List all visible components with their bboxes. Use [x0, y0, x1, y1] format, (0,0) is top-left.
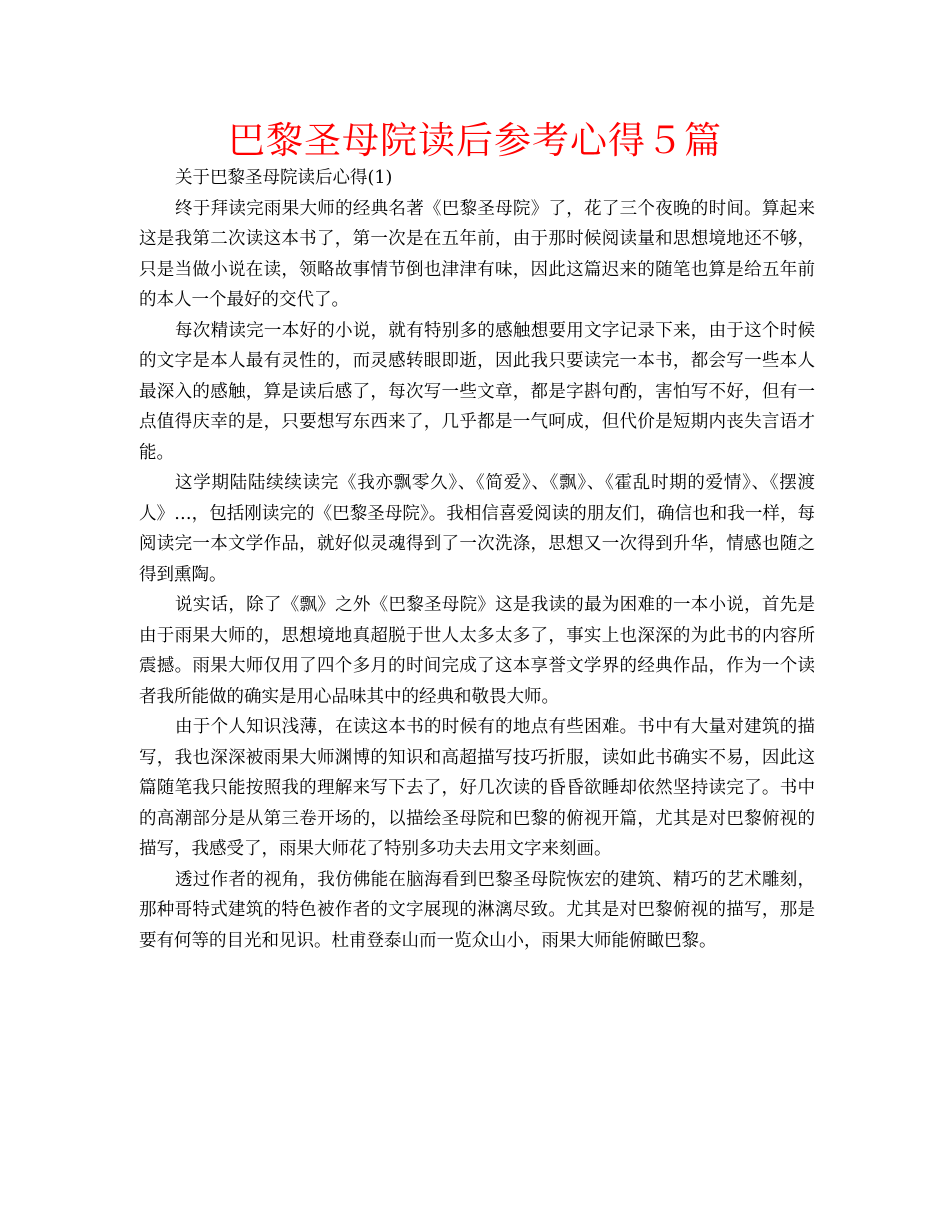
paragraph-1: 终于拜读完雨果大师的经典名著《巴黎圣母院》了，花了三个夜晚的时间。算起来这是我第二次读这本书了，第一次是在五年前，由于那时候阅读量和思想境地还不够，只是当做小说在读，领略故事情节倒也津津有味，因此这篇迟来的随笔也算是给五年前的本人一个最好的交代了。 — [139, 198, 815, 310]
section-subheading: 关于巴黎圣母院读后心得(1) — [175, 168, 393, 188]
paragraph-4: 说实话，除了《飘》之外《巴黎圣母院》这是我读的最为困难的一本小说，首先是由于雨果大师的，思想境地真超脱于世人太多太多了，事实上也深深的为此书的内容所震撼。雨果大师仅用了四个多月的时间完成了这本享誉文学界的经典作品，作为一个读者我所能做的确实是用心品味其中的经典和敬畏大师。 — [139, 595, 815, 707]
paragraph-3: 这学期陆陆续续读完《我亦飘零久》、《简爱》、《飘》、《霍乱时期的爱情》、《摆渡人》…，包括刚读完的《巴黎圣母院》。我相信喜爱阅读的朋友们，确信也和我一样，每阅读完一本文学作品，就好似灵魂得到了一次洗涤，思想又一次得到升华，情感也随之得到熏陶。 — [139, 473, 815, 585]
document-title: 巴黎圣母院读后参考心得５篇 — [228, 119, 722, 162]
document-body — [139, 163, 815, 956]
paragraph-2: 每次精读完一本好的小说，就有特别多的感触想要用文字记录下来，由于这个时候的文字是本人最有灵性的，而灵感转眼即逝，因此我只要读完一本书，都会写一些本人最深入的感触，算是读后感了，每次写一些文章，都是字斟句酌，害怕写不好，但有一点值得庆幸的是，只要想写东西来了，几乎都是一气呵成，但代价是短期内丧失言语才能。 — [139, 320, 815, 463]
paragraph-6: 透过作者的视角，我仿佛能在脑海看到巴黎圣母院恢宏的建筑、精巧的艺术雕刻，那种哥特式建筑的特色被作者的文字展现的淋漓尽致。尤其是对巴黎俯视的描写，那是要有何等的目光和见识。杜甫登泰山而一览众山小，雨果大师能俯瞰巴黎。 — [139, 869, 815, 951]
paragraph-5: 由于个人知识浅薄，在读这本书的时候有的地点有些困难。书中有大量对建筑的描写，我也深深被雨果大师渊博的知识和高超描写技巧折服，读如此书确实不易，因此这篇随笔我只能按照我的理解来写下去了，好几次读的昏昏欲睡却依然坚持读完了。书中的高潮部分是从第三卷开场的，以描绘圣母院和巴黎的俯视开篇，尤其是对巴黎俯视的描写，我感受了，雨果大师花了特别多功夫去用文字来刻画。 — [139, 717, 815, 859]
